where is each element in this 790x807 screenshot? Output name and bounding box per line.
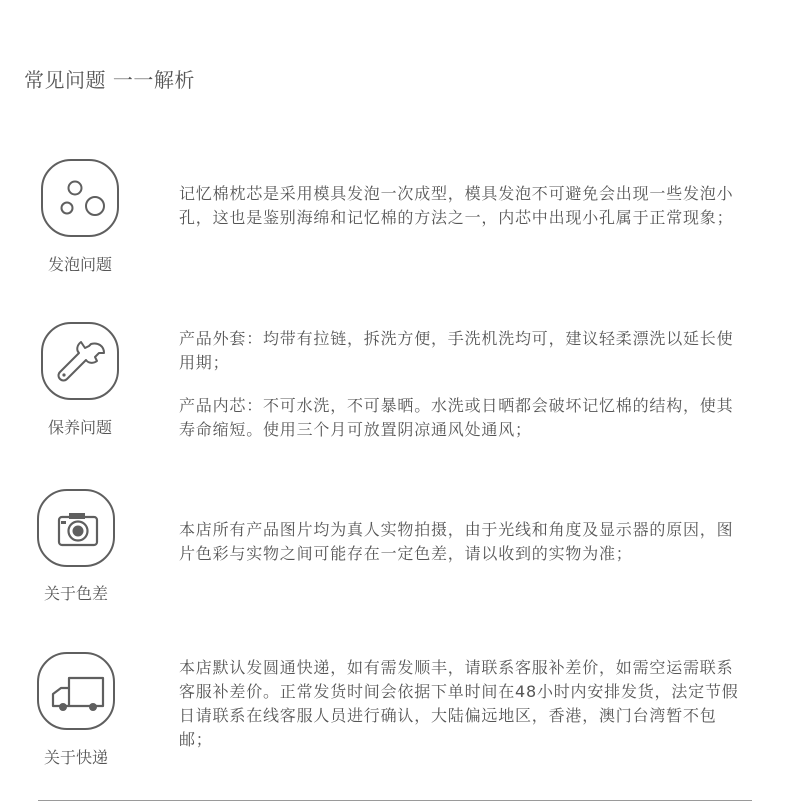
page-title: 常见问题 一一解析: [24, 68, 195, 92]
faq-label-foaming: 发泡问题: [47, 255, 112, 274]
truck-icon: [39, 654, 117, 732]
faq-label-shipping: 关于快递: [43, 748, 108, 767]
faq-icon-frame-maintenance: [41, 322, 119, 400]
faq-icon-frame-foaming: [41, 159, 119, 237]
faq-answer-maintenance-cover: 产品外套：均带有拉链，拆洗方便，手洗机洗均可，建议轻柔漂洗以延长使用期；: [179, 329, 734, 372]
faq-answer-shipping: 本店默认发圆通快递，如有需发顺丰，请联系客服补差价，如需空运需联系客服补差价。正常发货时间会依据下单时间在48小时内安排发货，法定节假日请联系在线客服人员进行确认，大陆偏远地区，香港，澳门台湾暂不包邮；: [179, 658, 739, 749]
faq-label-maintenance: 保养问题: [47, 418, 112, 437]
faq-icon-frame-color: [37, 489, 115, 567]
faq-label-color: 关于色差: [43, 584, 108, 603]
wrench-icon: [43, 324, 121, 402]
camera-icon: [39, 491, 117, 569]
faq-answer-maintenance-core: 产品内芯：不可水洗，不可暴晒。水洗或日晒都会破坏记忆棉的结构，使其寿命缩短。使用三个月可放置阴凉通风处通风；: [179, 396, 734, 439]
faq-answer-color: 本店所有产品图片均为真人实物拍摄，由于光线和角度及显示器的原因，图片色彩与实物之间可能存在一定色差，请以收到的实物为准；: [179, 520, 734, 563]
bubbles-icon: [43, 161, 121, 239]
faq-icon-frame-shipping: [37, 652, 115, 730]
bottom-divider: [38, 800, 752, 801]
faq-answer-foaming: 记忆棉枕芯是采用模具发泡一次成型，模具发泡不可避免会出现一些发泡小孔，这也是鉴别海绵和记忆棉的方法之一，内芯中出现小孔属于正常现象；: [179, 184, 734, 227]
